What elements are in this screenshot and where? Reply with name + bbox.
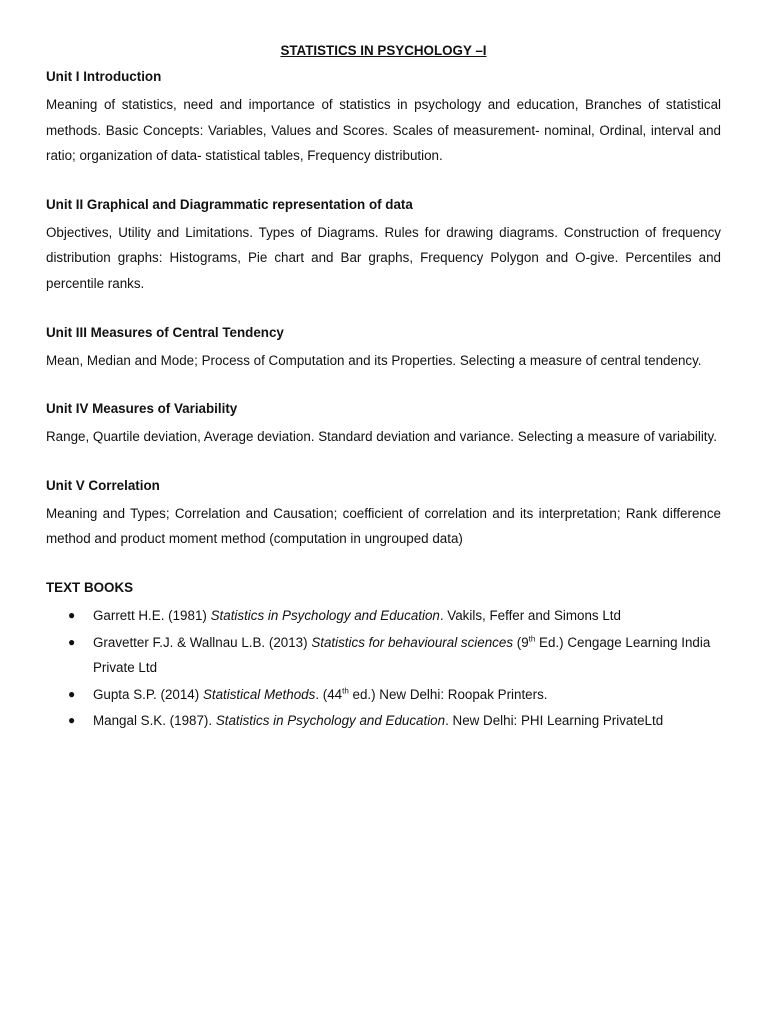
edition-superscript: th [342, 686, 349, 696]
unit-5-body: Meaning and Types; Correlation and Causation; coefficient of correlation and its interpretation; Rank difference method and product moment method (computation in ungrouped data) [46, 505, 721, 547]
unit-1-section [46, 66, 721, 169]
textbook-publisher: . New Delhi: PHI Learning PrivateLtd [445, 713, 664, 729]
unit-3-heading: Unit III Measures of Central Tendency [46, 324, 284, 340]
textbook-publisher: . Vakils, Feffer and Simons Ltd [439, 607, 621, 623]
textbook-title: Statistics for behavioural sciences [311, 634, 514, 650]
unit-4-body: Range, Quartile deviation, Average deviation. Standard deviation and variance. Selecting a measure of variability. [46, 429, 717, 445]
bullet-icon: ● [68, 713, 76, 728]
unit-4-heading: Unit IV Measures of Variability [46, 401, 238, 417]
textbook-title: Statistics in Psychology and Education [215, 713, 446, 729]
textbook-item-3 [46, 682, 721, 708]
unit-3-section [46, 322, 721, 374]
unit-3-body: Mean, Median and Mode; Process of Computation and its Properties. Selecting a measure of central tendency. [46, 352, 702, 368]
textbook-edition: . (44 [315, 686, 343, 702]
textbook-author-year: Gravetter F.J. & Wallnau L.B. (2013) [93, 634, 312, 650]
textbook-author-year: Mangal S.K. (1987). [93, 713, 216, 729]
textbooks-section [46, 577, 721, 734]
unit-1-heading: Unit I Introduction [46, 69, 162, 84]
textbook-item-1 [46, 603, 721, 629]
unit-2-body: Objectives, Utility and Limitations. Types of Diagrams. Rules for drawing diagrams. Construction of frequency distribution graphs: Histograms, Pie chart and Bar graphs, Frequency Polygon and O-give. Percentiles and percentile ranks. [46, 224, 721, 291]
unit-1-body: Meaning of statistics, need and importance of statistics in psychology and education, Branches of statistical methods. Basic Concepts: Variables, Values and Scores. Scales of measurement- nominal, Ordinal, interval and ratio; organization of data- statistical tables, Frequency distribution. [46, 97, 721, 164]
textbook-item-2 [46, 630, 721, 681]
textbook-author-year: Garrett H.E. (1981) [93, 607, 211, 623]
bullet-icon: ● [68, 607, 76, 622]
textbook-item-4 [46, 708, 721, 734]
unit-5-section [46, 475, 721, 552]
unit-2-section [46, 194, 721, 297]
unit-5-heading: Unit V Correlation [46, 477, 160, 493]
document-title: STATISTICS IN PSYCHOLOGY –I [280, 43, 487, 58]
unit-4-section [46, 398, 721, 450]
textbook-title: Statistics in Psychology and Education [210, 607, 440, 623]
edition-superscript: th [528, 634, 536, 644]
bullet-icon: ● [68, 686, 76, 701]
bullet-icon: ● [68, 634, 76, 649]
textbook-publisher: ed.) New Delhi: Roopak Printers. [348, 686, 548, 702]
document-page [46, 40, 721, 735]
unit-2-heading: Unit II Graphical and Diagrammatic representation of data [46, 196, 413, 212]
textbook-author-year: Gupta S.P. (2014) [93, 686, 203, 702]
textbook-title: Statistical Methods [202, 686, 316, 702]
textbook-edition: (9 [513, 634, 529, 650]
textbook-publisher: Ed.) Cengage Learning India Private Ltd [93, 634, 711, 676]
textbook-list [46, 603, 721, 734]
textbooks-heading: TEXT BOOKS [46, 579, 134, 595]
